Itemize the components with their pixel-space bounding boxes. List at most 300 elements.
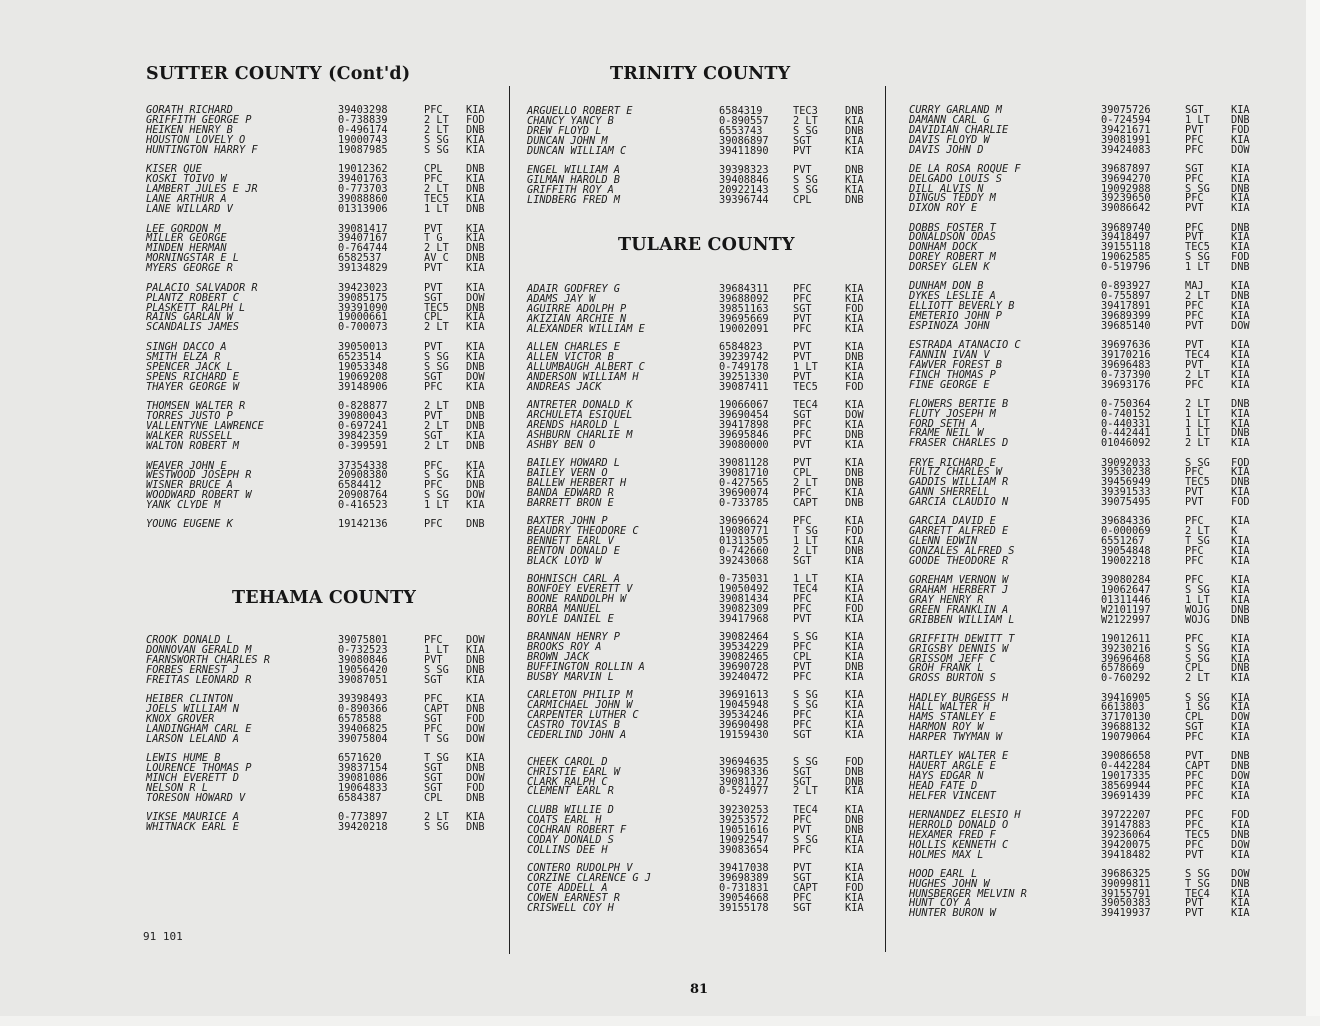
roster-name: KNOX GROVER [146,712,215,725]
serial-number: 0-737390 [1101,368,1151,381]
rank: S SG [1185,652,1210,665]
roster-name: BRANNAN HENRY P [527,631,620,644]
casualty-status: KIA [1231,172,1250,185]
roster-name: FREITAS LEONARD R [146,673,252,686]
casualty-status: KIA [845,699,864,712]
rank: 2 LT [424,400,449,413]
serial-number: 0-742660 [719,544,769,557]
serial-number: 39690454 [719,408,769,421]
serial-number: 19080771 [719,525,769,538]
roster-name: COCHRAN ROBERT F [527,823,627,836]
casualty-status: DNB [1231,760,1250,773]
casualty-status: DNB [466,163,485,176]
rank: 1 LT [1185,593,1210,606]
serial-number: 39837154 [338,761,388,774]
roster-name: FRYE RICHARD E [909,456,996,469]
casualty-status: KIA [466,311,485,324]
rank: PFC [1185,554,1204,567]
casualty-status: KIA [845,418,864,431]
roster-name: NELSON R L [146,781,208,794]
serial-number: 39082309 [719,602,769,615]
serial-number: 39080846 [338,653,388,666]
casualty-status: DNB [466,301,485,314]
serial-number: 39081710 [719,467,769,480]
roster-name: WEAVER JOHN E [146,459,227,472]
rank: PFC [793,891,812,904]
serial-number: 39239742 [719,350,769,363]
roster-name: GRIBBEN WILLIAM L [909,613,1015,626]
rank: SGT [793,134,812,147]
serial-number: 39408846 [719,174,769,187]
serial-number: 39424083 [1101,143,1151,156]
rank: PFC [1185,515,1204,528]
roster-name: GRIFFITH ROY A [527,184,614,197]
rank: S SG [424,469,449,482]
roster-name: ESTRADA ATANACIO C [909,339,1021,351]
serial-number: 39694270 [1101,172,1151,185]
serial-number: 39081991 [1101,133,1151,146]
casualty-status: KIA [466,133,485,146]
roster-name: CONTERO RUDOLPH V [527,861,633,874]
casualty-status: DNB [1231,603,1250,616]
rank: PVT [424,410,443,423]
serial-number: 39690498 [719,719,769,731]
rank: PVT [793,457,812,470]
casualty-status: DNB [1231,113,1250,126]
rank: PFC [424,479,443,492]
roster-name: BEAUDRY THEODORE C [527,525,639,538]
rank: PFC [424,722,443,735]
rank: 1 LT [1185,427,1210,440]
rank: PVT [1185,202,1204,215]
rank: SGT [793,554,812,567]
casualty-status: DOW [466,771,485,784]
roster-name: BARRETT BRON E [527,496,614,509]
casualty-status: KIA [1231,368,1250,381]
rank: SGT [424,673,443,686]
rank: PVT [1185,848,1204,861]
rank: TEC4 [1185,348,1210,361]
roster-name: HOLLIS KENNETH C [909,838,1009,851]
serial-number: 39398493 [338,693,388,706]
casualty-status: DNB [466,123,485,136]
serial-number: 39075726 [1101,104,1151,116]
serial-number: 39685140 [1101,319,1151,332]
roster-name: GADDIS WILLIAM R [909,476,1009,489]
roster-name: WALTON ROBERT M [146,439,239,452]
rank: TEC5 [1185,476,1210,489]
serial-number: 0-755897 [1101,290,1151,303]
serial-number: 0-732523 [338,643,388,656]
serial-number: 39134829 [338,262,388,275]
roster-name: LARSON LELAND A [146,732,239,745]
casualty-status: DNB [466,653,485,666]
casualty-status: KIA [1231,241,1250,254]
roster-name: DIXON ROY E [909,202,978,215]
rank: PFC [793,719,812,731]
roster-name: DAMANN CARL G [909,113,990,126]
serial-number: 39082465 [719,651,769,664]
roster-name: GROH FRANK L [909,662,984,675]
casualty-status: DOW [845,408,864,421]
roster-name: HARPER TWYMAN W [909,731,1002,744]
rank: T SG [1185,535,1210,548]
roster-name: FINE GEORGE E [909,378,990,391]
casualty-status: KIA [1231,300,1250,313]
rank: PFC [793,428,812,441]
serial-number: 20922143 [719,184,769,197]
roster-name: AKIZIAN ARCHIE N [527,312,627,325]
casualty-status: DNB [845,105,864,117]
rank: PFC [793,283,812,295]
casualty-status: KIA [845,593,864,606]
casualty-status: KIA [1231,574,1250,586]
serial-number: 0-893927 [1101,280,1151,293]
serial-number: 6571620 [338,752,382,765]
rank: PFC [793,670,812,683]
roster-name: DONHAM DOCK [909,241,978,254]
rank: 2 LT [793,114,818,127]
serial-number: 6582537 [338,252,382,265]
roster-name: GLENN EDWIN [909,535,978,548]
roster-name: COLLINS DEE H [527,843,608,856]
casualty-status: DNB [845,124,864,137]
page-edge-bottom [0,1016,1320,1026]
roster-name: WALKER RUSSELL [146,429,233,442]
serial-number: 39423023 [338,281,388,294]
rank: T G [424,232,443,245]
serial-number: 0-738839 [338,113,388,126]
serial-number: 19050492 [719,583,769,596]
casualty-status: DNB [1231,182,1250,195]
rank: PFC [793,418,812,431]
serial-number: 39696468 [1101,652,1151,665]
serial-number: 6523514 [338,350,382,363]
rank: SGT [793,302,812,315]
serial-number: 19069208 [338,370,388,383]
page-number: 81 [690,982,709,997]
rank: 2 LT [793,476,818,489]
roster-name: ADAMS JAY W [527,292,596,305]
rank: SGT [793,871,812,884]
serial-number: 0-697241 [338,420,388,433]
roster-name: FULTZ CHARLES W [909,466,1002,479]
casualty-status: DNB [845,350,864,363]
roster-name: LANDINGHAM CARL E [146,722,252,735]
rank: S SG [1185,583,1210,596]
roster-name: BANDA EDWARD R [527,486,614,499]
rank: 2 LT [1185,397,1210,410]
casualty-status: DNB [1231,427,1250,440]
serial-number: 19159430 [719,728,769,741]
roster-name: CEDERLIND JOHN A [527,728,627,741]
rank: PFC [424,518,443,531]
casualty-status: KIA [1231,691,1250,704]
rank: WOJG [1185,603,1210,616]
serial-number: 39417898 [719,418,769,431]
rank: PVT [793,823,812,836]
rank: S SG [424,663,449,676]
rank: CPL [793,193,812,206]
rank: PFC [1185,770,1204,783]
serial-number: 38569944 [1101,779,1151,792]
casualty-status: FOD [1231,496,1250,509]
roster-name: HEXAMER FRED F [909,828,996,841]
serial-number: 39420075 [1101,838,1151,851]
serial-number: 39416905 [1101,691,1151,704]
rank: SGT [424,712,443,725]
rank: WOJG [1185,613,1210,626]
roster-name: HALL WALTER H [909,701,990,714]
rank: TEC5 [793,380,818,393]
casualty-status: KIA [466,469,485,482]
serial-number: 39418482 [1101,848,1151,861]
casualty-status: DNB [466,242,485,255]
casualty-status: DNB [466,702,485,715]
casualty-status: KIA [845,709,864,722]
roster-name: GRAY HENRY R [909,593,984,606]
serial-number: 0-524977 [719,785,769,798]
serial-number: 0-773897 [338,811,388,824]
serial-number: 0-399591 [338,439,388,452]
casualty-status: DNB [466,183,485,196]
serial-number: 39396744 [719,193,769,206]
serial-number: 0-427565 [719,476,769,489]
serial-number: 39693176 [1101,378,1151,391]
serial-number: 0-440331 [1101,417,1151,430]
roster-name: VIKSE MAURICE A [146,811,239,824]
casualty-status: DNB [466,252,485,265]
rank: 1 LT [793,534,818,547]
roster-name: LAMBERT JULES E JR [146,183,258,196]
casualty-status: KIA [845,803,864,816]
serial-number: 6584412 [338,479,382,492]
serial-number: 39534246 [719,709,769,722]
casualty-status: KIA [845,689,864,702]
roster-name: HAYS EDGAR N [909,770,984,783]
rank: S SG [793,184,818,197]
rank: S SG [793,699,818,712]
roster-name: CURRY GARLAND M [909,104,1002,116]
rank: CAPT [793,496,818,509]
casualty-status: DOW [1231,711,1250,724]
casualty-status: DOW [1231,770,1250,783]
rank: PVT [1185,231,1204,244]
roster-name: BLACK LOYD W [527,554,602,567]
casualty-status: DNB [845,428,864,441]
roster-name: CHEEK CAROL D [527,755,608,768]
casualty-status: KIA [845,833,864,846]
serial-number: 39236064 [1101,828,1151,841]
casualty-status: KIA [845,612,864,625]
casualty-status: KIA [845,534,864,547]
rank: S SG [793,689,818,702]
casualty-status: KIA [845,728,864,741]
roster-name: GONZALES ALFRED S [909,544,1015,557]
roster-name: ALLEN CHARLES E [527,341,620,354]
casualty-status: KIA [466,499,485,512]
casualty-status: KIA [466,104,485,116]
serial-number: 0-740152 [1101,407,1151,420]
roster-name: BAILEY HOWARD L [527,457,620,470]
serial-number: 0-890366 [338,702,388,715]
roster-name: ENGEL WILLIAM A [527,164,620,177]
serial-number: 39081128 [719,457,769,470]
rank: 1 SG [1185,701,1210,714]
rank: TEC5 [424,301,449,314]
serial-number: 0-496174 [338,123,388,136]
serial-number: 39075804 [338,732,388,745]
roster-name: CHRISTIE EARL W [527,765,620,778]
rank: S SG [424,133,449,146]
casualty-status: KIA [1231,162,1250,175]
serial-number: 39698389 [719,871,769,884]
rank: 1 LT [793,573,818,586]
serial-number: 39530238 [1101,466,1151,479]
serial-number: 39054668 [719,891,769,904]
serial-number: 19092547 [719,833,769,846]
roster-name: LOURENCE THOMAS P [146,761,252,774]
casualty-status: DNB [466,791,485,804]
rank: 2 LT [424,420,449,433]
casualty-status: KIA [845,861,864,874]
casualty-status: KIA [1231,133,1250,146]
casualty-status: FOD [845,881,864,894]
rank: 2 LT [424,242,449,255]
serial-number: 19142136 [338,518,388,531]
serial-number: 39086897 [719,134,769,147]
serial-number: 01313906 [338,202,388,215]
casualty-status: KIA [845,486,864,499]
serial-number: 19045948 [719,699,769,712]
serial-number: 39421671 [1101,123,1151,136]
rank: S SG [424,821,449,834]
rank: TEC4 [793,399,818,412]
roster-name: HUNSBERGER MELVIN R [909,887,1027,900]
roster-name: GARCIA CLAUDIO N [909,496,1009,509]
rank: CPL [424,311,443,324]
casualty-status: KIA [466,281,485,294]
rank: PFC [1185,838,1204,851]
rank: PFC [1185,221,1204,234]
rank: CAPT [1185,760,1210,773]
rank: S SG [793,631,818,644]
serial-number: 39691613 [719,689,769,702]
roster-name: CARPENTER LUTHER C [527,709,639,722]
serial-number: 39698336 [719,765,769,778]
serial-number: 39691439 [1101,789,1151,802]
rank: PVT [793,612,812,625]
serial-number: W2101197 [1101,603,1151,616]
rank: PFC [793,515,812,528]
roster-name: YANK CLYDE M [146,499,221,512]
casualty-status: KIA [1231,818,1250,831]
rank: PVT [424,653,443,666]
roster-name: CARLETON PHILIP M [527,689,633,702]
serial-number: 39696624 [719,515,769,528]
casualty-status: KIA [1231,907,1250,920]
roster-name: BENNETT EARL V [527,534,614,547]
roster-name: HEAD FATE D [909,779,978,792]
serial-number: 39240472 [719,670,769,683]
casualty-status: DNB [466,518,485,531]
rank: S SG [1185,251,1210,264]
serial-number: 0-733785 [719,496,769,509]
serial-number: 39088860 [338,192,388,205]
casualty-status: KIA [466,643,485,656]
roster-name: LANE WILLARD V [146,202,233,215]
casualty-status: KIA [845,174,864,187]
footer-code: 91 101 [143,930,183,943]
serial-number: 39690728 [719,660,769,673]
roster-name: HOUSTON LOVELY O [146,133,246,146]
casualty-status: KIA [845,312,864,325]
casualty-status: KIA [1231,897,1250,910]
rank: S SG [1185,182,1210,195]
serial-number: 39411890 [719,144,769,157]
serial-number: 39695669 [719,312,769,325]
roster-name: HARTLEY WALTER E [909,750,1009,763]
serial-number: 39251330 [719,370,769,383]
rank: AV C [424,252,449,265]
serial-number: 39230253 [719,803,769,816]
casualty-status: KIA [845,114,864,127]
casualty-status: KIA [845,651,864,664]
rank: S SG [793,174,818,187]
serial-number: 19002218 [1101,554,1151,567]
casualty-status: KIA [1231,437,1250,450]
casualty-status: FOD [1231,123,1250,136]
roster-name: FARNSWORTH CHARLES R [146,653,270,666]
roster-name: WOODWARD ROBERT W [146,489,252,502]
serial-number: 39534229 [719,641,769,654]
serial-number: 0-764744 [338,242,388,255]
casualty-status: KIA [845,370,864,383]
roster-name: ADAIR GODFREY G [527,283,620,295]
rank: CAPT [424,702,449,715]
serial-number: 19017335 [1101,770,1151,783]
roster-name: HERROLD DONALD O [909,818,1009,831]
casualty-status: DNB [1231,877,1250,890]
roster-name: CROOK DONALD L [146,634,233,646]
rank: T SG [1185,877,1210,890]
serial-number: 19092988 [1101,182,1151,195]
serial-number: 39418497 [1101,231,1151,244]
casualty-status: KIA [845,322,864,335]
rank: SGT [424,761,443,774]
casualty-status: DNB [1231,221,1250,234]
rank: PFC [1185,731,1204,744]
rank: TEC4 [1185,887,1210,900]
casualty-status: KIA [466,222,485,235]
roster-name: FLOWERS BERTIE B [909,397,1009,410]
roster-name: GRISSOM JEFF C [909,652,996,665]
serial-number: 39086658 [1101,750,1151,763]
serial-number: 6584823 [719,341,763,354]
roster-name: AGUIRRE ADOLPH P [527,302,627,315]
casualty-status: KIA [845,283,864,295]
roster-name: COWEN EARNEST R [527,891,620,904]
casualty-status: KIA [1231,848,1250,861]
casualty-status: FOD [845,602,864,615]
casualty-status: KIA [1231,887,1250,900]
serial-number: 39148906 [338,380,388,393]
roster-name: FRAME NEIL W [909,427,984,440]
casualty-status: KIA [466,380,485,393]
serial-number: 19012611 [1101,632,1151,645]
casualty-status: KIA [845,901,864,914]
casualty-status: KIA [845,843,864,856]
